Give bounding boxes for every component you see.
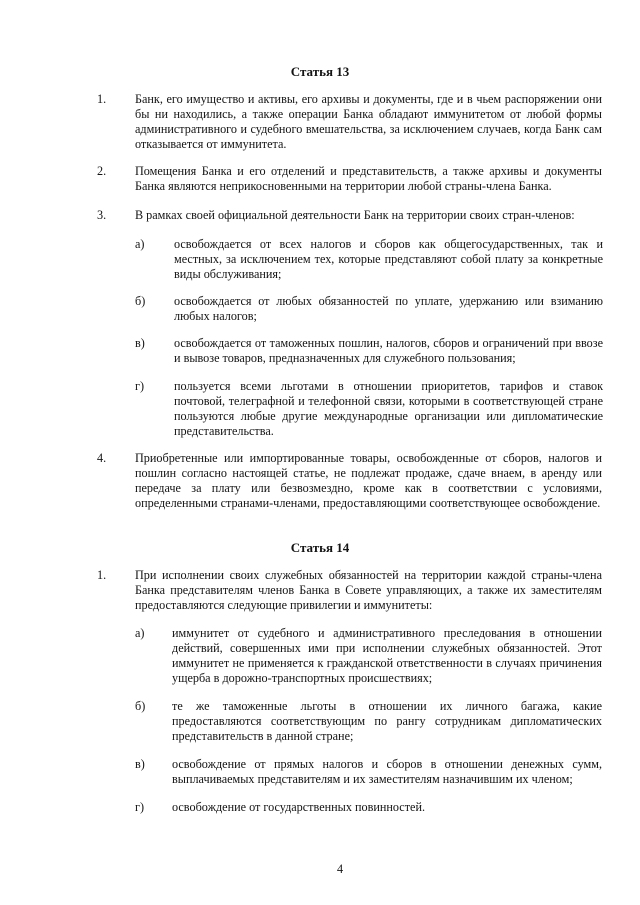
a14-sub-b-text: те же таможенные льготы в отношении их личного багажа, какие предоставляются соответствующим по рангу сотрудникам дипломатических представительств в данной стране; [172, 699, 602, 743]
a13-sub-g-text: пользуется всеми льготами в отношении приоритетов, тарифов и ставок почтовой, телеграфной и телефонной связи, которыми в соответствующей стране пользуются любые другие международные организации или дипломатические представительства. [174, 379, 603, 438]
a13-sub-b-letter: б) [135, 294, 146, 308]
a14-sub-b-letter: б) [135, 699, 146, 713]
article-14-title: Статья 14 [290, 540, 350, 555]
a13-item-2-text: Помещения Банка и его отделений и представительств, а также архивы и документы Банка являются неприкосновенными на территории любой страны-члена Банка. [135, 164, 602, 193]
a14-sub-a-text: иммунитет от судебного и административного преследования в отношении действий, совершенных ими при исполнении служебных обязанностей. Этот иммунитет не применяется к гражданской ответственности в случаях причинения ущерба в дорожно-транспортных происшествиях; [172, 626, 602, 685]
a13-item-2-number: 2. [97, 164, 107, 178]
a13-item-4-text: Приобретенные или импортированные товары, освобожденные от сборов, налогов и пошлин согласно настоящей статье, не подлежат продаже, сдаче внаем, в аренду или передаче за плату или безвозмездно, кроме как в соответствии с условиями, определенными странами-членами, предоставляющими соответствующее освобождение. [135, 451, 602, 510]
a13-sub-a-text: освобождается от всех налогов и сборов как общегосударственных, так и местных, за исключением тех, которые представляют собой плату за конкретные виды обслуживания; [174, 237, 603, 281]
a14-sub-a-letter: а) [135, 626, 145, 640]
a14-item-1-text: При исполнении своих служебных обязанностей на территории каждой страны-члена Банка представителям членов Банка в Совете управляющих, а также их заместителям предоставляются следующие привилегии и иммунитеты: [135, 568, 602, 612]
a14-sub-v-text: освобождение от прямых налогов и сборов в отношении денежных сумм, выплачиваемых представителям и их заместителям назначившим их членом; [172, 757, 602, 786]
a13-sub-b-text: освобождается от любых обязанностей по уплате, удержанию или взиманию любых налогов; [174, 294, 603, 323]
a13-sub-v-text: освобождается от таможенных пошлин, налогов, сборов и ограничений при ввозе и вывозе товаров, предназначенных для служебного пользования; [174, 336, 603, 365]
a13-sub-v-letter: в) [135, 336, 145, 350]
a13-sub-g-letter: г) [135, 379, 145, 393]
a13-item-1-text: Банк, его имущество и активы, его архивы и документы, где и в чьем распоряжении они бы ни находились, а также операции Банка обладают иммунитетом от любой формы административного и судебного вмешательства, за исключением случаев, когда Банк сам отказывается от иммунитета. [135, 92, 602, 151]
a14-sub-v-letter: в) [135, 757, 145, 771]
a13-item-3-number: 3. [97, 208, 107, 222]
a14-item-1-number: 1. [97, 568, 107, 582]
a13-sub-a-letter: а) [135, 237, 145, 251]
a14-sub-g-text: освобождение от государственных повинностей. [172, 800, 426, 814]
a13-item-4-number: 4. [97, 451, 107, 465]
a13-item-1-number: 1. [97, 92, 107, 106]
a13-item-3-text: В рамках своей официальной деятельности Банк на территории своих стран-членов: [135, 208, 575, 222]
a14-sub-g-letter: г) [135, 800, 145, 814]
article-13-title: Статья 13 [290, 64, 350, 79]
page-number: 4 [336, 862, 344, 876]
